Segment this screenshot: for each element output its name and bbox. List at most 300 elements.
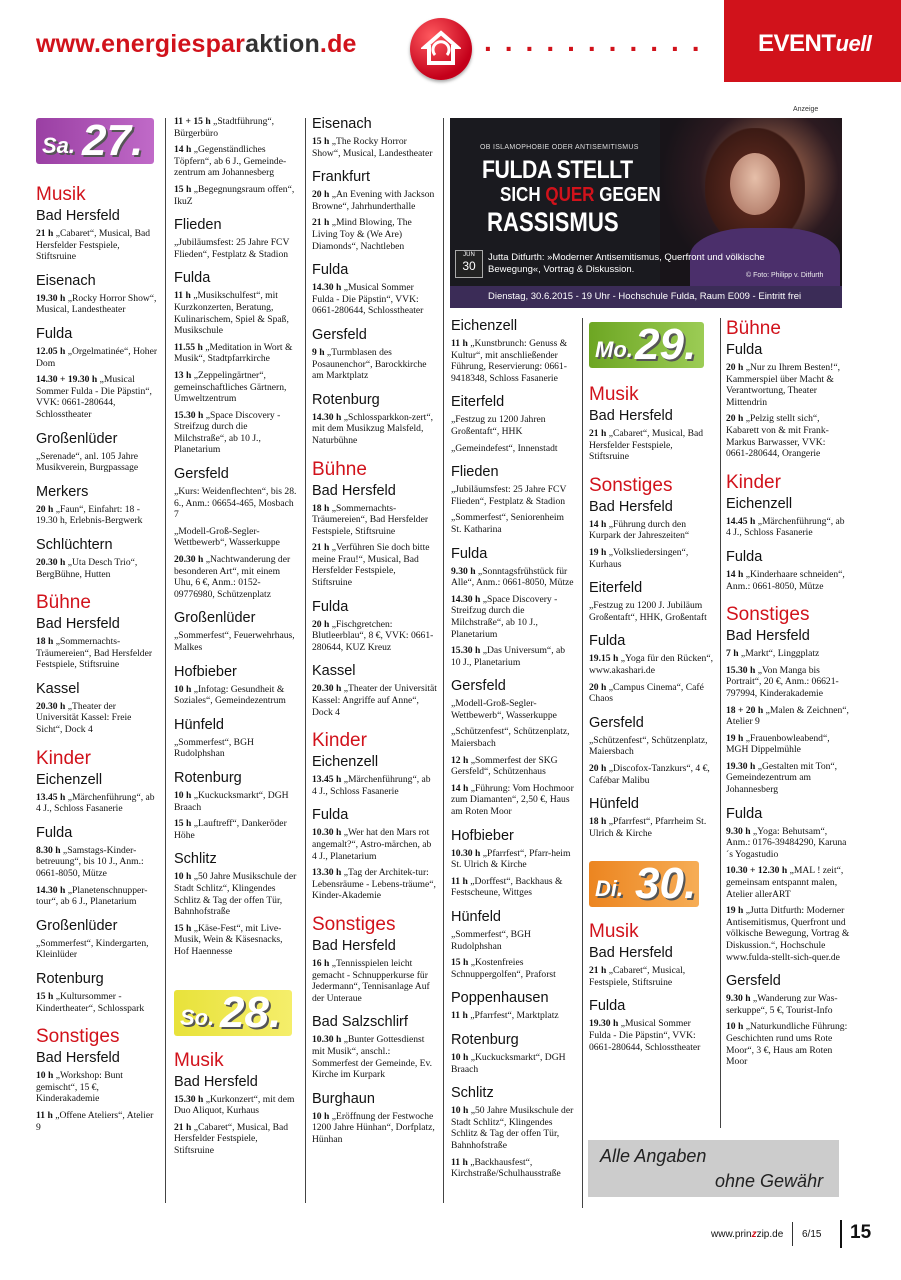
event-entry	[36, 504, 158, 527]
city-heading: Eichenzell	[451, 318, 518, 334]
city-heading: Hünfeld	[451, 909, 501, 925]
event-time: 20 h	[589, 762, 607, 774]
event-time: 10 h	[451, 1051, 469, 1063]
event-text: „Märchenführung“, ab 4 J., Schloss Fasanerie	[36, 791, 155, 815]
event-entry	[312, 503, 437, 538]
city-heading: Bad Hersfeld	[174, 1073, 258, 1090]
event-time: 10.30 h	[312, 1034, 342, 1046]
event-time: 11.55 h	[174, 341, 203, 353]
event-entry	[589, 519, 713, 542]
event-text: „Naturkundliche Führung: Geschichten rund ums Rote Moor“, 3 €, Haus am Roten Moor	[726, 1021, 848, 1068]
city-heading: Eiterfeld	[451, 394, 505, 411]
event-text: „Rocky Horror Show“, Musical, Landestheater	[36, 292, 157, 316]
event-text: „Zeppelingärtner“, gemeinschaftliches Gärtnern, Umweltzentrum	[174, 369, 287, 405]
event-time: 14 h	[589, 518, 607, 530]
event-text: „Backhausfest“, Kirchstraße/Schulhausstraße	[451, 1156, 561, 1180]
city-heading: Eisenach	[312, 116, 372, 132]
event-entry	[174, 790, 299, 813]
event-entry	[589, 763, 713, 786]
event-entry: „Sommerfest“, BGH Rudolphshan	[451, 929, 531, 952]
event-entry	[451, 645, 575, 668]
event-text: „Cabaret“, Musical, Festspiele, Stiftsruine	[589, 965, 686, 988]
event-entry	[312, 189, 437, 212]
event-text: „Yoga: Behutsam“, Anm.: 0176-39484290, Karuna´s Yogastudio	[726, 825, 847, 860]
event-text: „Märchenführung“, ab 4 J., Schloss Fasanerie	[312, 774, 431, 797]
page-number: 15	[850, 1222, 872, 1243]
event-time: 10.30 + 12.30 h	[726, 865, 788, 877]
event-text: „Wanderung zur Was-serkuppe“, 5 €, Tourist-Info	[726, 993, 838, 1016]
event-entry	[726, 665, 850, 700]
event-text: „Käse-Fest“, mit Live-Musik, Wein & Käsesnacks, Hof Haennesse	[174, 922, 283, 957]
event-entry	[451, 1052, 575, 1075]
event-text: „Turmblasen des Posaunenchor“, Barockkirche am Marktplatz	[312, 346, 427, 382]
column-6	[726, 306, 850, 1073]
city-heading: Gersfeld	[174, 466, 229, 483]
event-entry	[174, 144, 299, 179]
ad-title-line-2	[500, 184, 661, 207]
city-heading: Kassel	[312, 663, 356, 680]
city-heading: Schlitz	[451, 1085, 494, 1102]
event-entry: „Gemeindefest“, Innenstadt	[451, 442, 558, 454]
event-entry	[726, 733, 850, 756]
event-entry	[726, 865, 850, 900]
event-time: 20.30 h	[312, 683, 342, 695]
event-entry	[451, 876, 575, 899]
city-heading: Bad Hersfeld	[36, 208, 120, 224]
event-time: 13.45 h	[312, 774, 342, 786]
event-entry	[312, 412, 437, 447]
event-time: 13 h	[174, 369, 192, 381]
ad-date-box	[455, 250, 483, 278]
event-text: „Fischgretchen: Blutleerblau“, 8 €, VVK: 0661-280644, KUZ Kreuz	[312, 618, 434, 653]
event-time: 19 h	[726, 905, 744, 917]
event-time: 21 h	[174, 1121, 192, 1133]
event-entry: „Kurs: Weidenflechten“, bis 28. 6., Anm.: 06654-465, Mosbach 7	[174, 486, 297, 521]
event-entry	[726, 569, 850, 592]
event-time: 16 h	[312, 957, 330, 969]
ad-description: Jutta Ditfurth: »Moderner Antisemitismus, Querfront und völkische Bewegung«, Vortrag & Diskussion.	[488, 252, 765, 275]
city-heading: Großenlüder	[174, 610, 256, 627]
event-entry	[726, 826, 850, 861]
event-entry	[174, 684, 299, 707]
event-entry	[312, 347, 437, 382]
event-time: 20 h	[726, 362, 744, 373]
event-time: 14.30 + 19.30 h	[36, 374, 98, 386]
event-time: 14 h	[174, 144, 192, 156]
event-entry	[174, 818, 299, 841]
city-heading: Großenlüder	[36, 917, 118, 934]
column-1	[36, 108, 158, 1138]
event-entry: „Festzug zu 1200 J. Jubiläum Großentaft“, HHK, Großentaft	[589, 600, 707, 623]
event-entry: „Schützenfest“, Schützenplatz, Maiersbach	[451, 726, 570, 750]
city-heading: Fulda	[312, 598, 349, 615]
city-heading: Fulda	[589, 998, 626, 1015]
event-time: 20 h	[726, 413, 744, 425]
event-entry	[451, 848, 575, 871]
day-badge-sunday	[174, 987, 292, 1037]
event-time: 19 h	[589, 546, 607, 558]
event-entry	[174, 871, 299, 917]
event-time: 10 h	[174, 871, 192, 883]
event-time: 10 h	[174, 789, 192, 801]
event-text: „Verführen Sie doch bitte meine Frau!“, Musical, Bad Hersfelder Festspiele, Stiftsruine	[312, 542, 430, 589]
event-entry	[36, 346, 158, 369]
event-entry	[36, 701, 158, 736]
event-text: „Musical Sommer Fulda - Die Päpstin“, VVK: 0661-280644, Schlosstheater	[589, 1018, 701, 1053]
event-entry	[726, 1021, 850, 1067]
event-entry: „Sommerfest“, Kindergarten, Kleinlüder	[36, 937, 149, 961]
page-header	[0, 0, 901, 82]
event-entry	[312, 774, 437, 797]
city-heading: Bad Hersfeld	[589, 408, 673, 424]
event-entry	[312, 958, 437, 1004]
event-time: 18 + 20 h	[726, 704, 764, 716]
event-time: 9 h	[312, 346, 325, 358]
event-entry	[312, 867, 437, 902]
column-2	[174, 108, 299, 1161]
event-text: „Space Discovery - Streifzug durch die Milchstraße“, ab 10 J., Planetarium	[451, 593, 558, 640]
ad-title-line-3: RASSISMUS	[487, 207, 619, 237]
disclaimer-line-2: ohne Gewähr	[715, 1171, 824, 1191]
event-text: „Wer hat den Mars rot angemalt?“, Astro-märchen, ab 4 J., Planetarium	[312, 827, 432, 862]
event-entry	[451, 783, 575, 818]
event-time: 21 h	[589, 965, 607, 977]
column-divider	[720, 318, 721, 1128]
city-heading: Bad Hersfeld	[589, 945, 673, 962]
event-entry	[36, 636, 158, 671]
event-text: „Space Discovery - Streifzug durch die Milchstraße“, ab 10 J., Planetarium	[174, 409, 281, 456]
event-time: 11 + 15 h	[174, 116, 211, 127]
city-heading: Eisenach	[36, 272, 96, 289]
ad-date-day: 30	[462, 259, 476, 273]
event-text: „Pfarrfest“, Pfarrheim St. Ulrich & Kirche	[589, 816, 707, 839]
event-entry	[36, 557, 158, 580]
event-text: „Infotag: Gesundheit & Soziales“, Gemeindezentrum	[174, 683, 286, 707]
event-text: „Uta Desch Trio“, BergBühne, Hutten	[36, 556, 138, 580]
event-text: „Offene Ateliers“, Atelier 9	[36, 1109, 154, 1133]
event-text: „Nur zu Ihrem Besten!“, Kammerspiel über Macht & Verantwortung, Theater Mittendrin	[726, 362, 841, 408]
column-divider	[165, 118, 166, 1203]
event-entry	[312, 683, 437, 718]
ad-info-text: Dienstag, 30.6.2015 - 19 Uhr - Hochschule Fulda, Raum E009 - Eintritt frei	[488, 291, 802, 302]
day-badge-number: 27.	[82, 116, 144, 165]
ad-title-highlight: QUER	[545, 184, 595, 206]
event-time: 21 h	[589, 428, 607, 439]
event-entry	[451, 755, 575, 778]
event-text: „Gegenständliches Töpfern“, ab 6 J., Gemeinde-zentrum am Johannesberg	[174, 144, 287, 179]
event-entry	[726, 705, 850, 728]
event-entry	[174, 923, 299, 958]
event-entry	[589, 816, 713, 839]
ad-title-part: SICH	[500, 184, 546, 206]
footer-url-part: zip.de	[756, 1229, 784, 1240]
event-entry	[312, 542, 437, 588]
event-entry	[312, 827, 437, 862]
event-entry: „Jubiläumsfest: 25 Jahre FCV Flieden“, Festplatz & Stadion	[451, 484, 567, 507]
city-heading: Gersfeld	[451, 678, 506, 695]
city-heading: Bad Hersfeld	[36, 616, 120, 633]
event-entry: „Modell-Groß-Segler-Wettbewerb“, Wasserkuppe	[451, 698, 557, 721]
city-heading: Bad Hersfeld	[36, 1050, 120, 1067]
event-entry	[451, 957, 575, 980]
footer-url[interactable]	[711, 1229, 783, 1240]
event-entry	[174, 370, 299, 405]
header-dots: ...........	[484, 26, 713, 57]
ad-photo-credit: © Foto: Philipp v. Ditfurth	[746, 272, 824, 279]
event-entry	[312, 136, 437, 159]
event-text: „Musical Sommer Fulda - Die Päpstin“, VVK: 0661-280644, Schlosstheater	[312, 282, 424, 317]
event-time: 12 h	[451, 754, 469, 766]
day-badge-name: Mo.	[595, 337, 633, 362]
event-text: „Musikschulfest“, mit Kurzkonzerten, Beratung, Kulinarischem, Spiel & Spaß, Musikschule	[174, 290, 289, 337]
day-badge-name: So.	[180, 1004, 215, 1030]
event-text: „50 Jahre Musikschule der Stadt Schlitz“, Klingendes Schlitz & Tag der offen Tür, Bahnhofstraße	[174, 871, 297, 918]
event-text: „Jutta Ditfurth: Moderner Antisemitismus, Querfront und völkische Bewegung, Vortrag & Diskussion.“, Hochschule www.fulda-stellt-sich-quer.de	[726, 905, 850, 963]
event-text: „Sommernachts-Träumereien“, Bad Hersfelder Festspiele, Stiftsruine	[36, 636, 153, 671]
city-heading: Rotenburg	[174, 769, 242, 786]
event-text: „Führung durch den Kurpark der Jahreszeiten“	[589, 518, 690, 542]
event-entry	[312, 619, 437, 654]
event-section-tag	[724, 0, 901, 82]
event-time: 20.30 h	[36, 556, 66, 568]
disclaimer-box	[588, 1140, 839, 1197]
ad-photo-face	[730, 153, 780, 215]
city-heading: Merkers	[36, 483, 89, 500]
event-entry	[174, 184, 299, 207]
event-time: 14.30 h	[312, 282, 342, 294]
ad-title-line-1: FULDA STELLT	[482, 156, 633, 184]
city-heading: Schlüchtern	[36, 536, 113, 553]
event-time: 20.30 h	[174, 554, 204, 566]
event-entry	[174, 554, 299, 600]
event-text: „Stadtführung“, Bürgerbüro	[174, 116, 275, 139]
event-text: „Märchenführung“, ab 4 J., Schloss Fasanerie	[726, 515, 845, 539]
event-time: 13.30 h	[312, 867, 342, 879]
event-time: 9.30 h	[726, 993, 751, 1005]
footer-divider	[792, 1222, 793, 1246]
event-text: „Kuckucksmarkt“, DGH Braach	[174, 789, 289, 813]
event-text: „Faun“, Einfahrt: 18 - 19.30 h, Erlebnis-Bergwerk	[36, 503, 143, 527]
event-text: „Nachtwanderung der besonderen Art“, mit einem Uhu, 6 €, Anm.: 0152-09776980, Schützenplatz	[174, 554, 291, 600]
event-text: „Kuckucksmarkt“, DGH Braach	[451, 1051, 566, 1075]
event-time: 21 h	[312, 542, 330, 554]
event-tag-italic: uell	[835, 31, 872, 56]
event-text: „Pfarrfest“, Marktplatz	[467, 1010, 559, 1022]
event-entry	[312, 217, 437, 252]
event-text: „Bunter Gottesdienst mit Musik“, anschl.: Sommerfest der Gemeinde, Ev. Kirche im Kurpark	[312, 1034, 433, 1081]
city-heading: Bad Hersfeld	[312, 937, 396, 954]
column-divider	[443, 118, 444, 1203]
event-entry	[36, 845, 158, 880]
day-badge-number: 30.	[635, 859, 697, 909]
event-time: 20 h	[589, 681, 607, 693]
day-badge-number: 29.	[635, 320, 697, 369]
city-heading: Fulda	[726, 342, 763, 358]
event-text: „Orgelmatinée“, Hoher Dom	[36, 345, 158, 369]
event-time: 18 h	[589, 816, 607, 828]
event-time: 20 h	[312, 189, 330, 201]
site-url-dark: aktion	[245, 30, 320, 58]
event-entry	[36, 792, 158, 815]
city-heading: Hünfeld	[589, 796, 639, 813]
event-time: 19.15 h	[589, 653, 619, 665]
category-heading: Musik	[589, 921, 639, 943]
disclaimer-line-1: Alle Angaben	[600, 1146, 707, 1166]
event-time: 19.30 h	[36, 292, 66, 304]
event-time: 9.30 h	[726, 825, 751, 837]
event-time: 15 h	[451, 957, 469, 969]
event-time: 15.30 h	[174, 1093, 204, 1105]
event-entry	[36, 991, 158, 1014]
event-entry	[174, 1122, 299, 1157]
event-time: 8.30 h	[36, 844, 61, 856]
category-heading: Musik	[36, 184, 86, 205]
site-url-red: energiespar	[101, 30, 246, 58]
event-time: 10 h	[451, 1105, 469, 1117]
event-time: 15 h	[36, 991, 54, 1002]
category-heading: Sonstiges	[36, 1026, 120, 1048]
event-time: 11 h	[36, 1109, 53, 1121]
city-heading: Fulda	[36, 824, 73, 841]
category-heading: Musik	[174, 1049, 224, 1071]
event-time: 11 h	[451, 1010, 468, 1022]
column-5	[589, 318, 713, 1058]
city-heading: Fulda	[36, 325, 73, 342]
event-time: 7 h	[726, 648, 739, 660]
event-entry	[589, 682, 713, 705]
event-text: „The Rocky Horror Show“, Musical, Landestheater	[312, 136, 433, 159]
city-heading: Flieden	[174, 217, 222, 234]
event-text: „Campus Cinema“, Café Chaos	[589, 681, 704, 705]
event-text: „Von Manga bis Portrait“, 20 €, Anm.: 06621-797994, Kinderakademie	[726, 664, 839, 699]
event-entry: „Festzug zu 1200 Jahren Großentaft“, HHK	[451, 414, 546, 437]
city-heading: Großenlüder	[36, 430, 118, 447]
city-heading: Bad Hersfeld	[589, 498, 673, 515]
event-text: „Mind Blowing, The Living Toy & (We Are) Diamonds“, Nachtleben	[312, 217, 412, 252]
category-heading: Bühne	[726, 318, 781, 339]
event-text: „Kinderhaare schneiden“, Anm.: 0661-8050, Mütze	[726, 568, 845, 592]
event-text: „Yoga für den Rücken“, www.akashari.de	[589, 653, 714, 676]
event-text: „Pfarrfest“, Pfarr-heim St. Ulrich & Kirche	[451, 847, 571, 871]
event-time: 10.30 h	[312, 827, 342, 839]
event-entry: „Jubiläumsfest: 25 Jahre FCV Flieden“, Festplatz & Stadion	[174, 237, 290, 260]
event-text: „Tag der Architek-tur: Lebensräume - Lebens-träume“, Kinder-Akademie	[312, 867, 436, 902]
event-entry	[174, 342, 299, 365]
event-entry	[36, 374, 158, 420]
city-heading: Bad Salzschlirf	[312, 1014, 408, 1031]
event-text: „50 Jahre Musikschule der Stadt Schlitz“, Klingendes Schlitz & Tag der offen Tür, Bahnhofstraße	[451, 1105, 574, 1151]
event-time: 15 h	[174, 183, 192, 195]
ad-date-month: JUN	[463, 252, 475, 258]
city-heading: Burghaun	[312, 1090, 375, 1107]
city-heading: Fulda	[451, 545, 488, 562]
event-entry	[726, 413, 850, 459]
city-heading: Kassel	[36, 680, 80, 697]
event-entry: „Modell-Groß-Segler-Wettbewerb“, Wasserkuppe	[174, 525, 280, 549]
city-heading: Hofbieber	[174, 663, 237, 680]
event-text: „Cabaret“, Musical, Bad Hersfelder Festspiele, Stiftsruine	[174, 1121, 289, 1156]
city-heading: Hünfeld	[174, 716, 224, 733]
event-time: 11 h	[451, 875, 468, 887]
day-badge-monday	[589, 322, 704, 368]
city-heading: Hofbieber	[451, 827, 514, 844]
issue-number: 6/15	[802, 1229, 822, 1240]
event-text: „Theater der Universität Kassel: Freie Sicht“, Dock 4	[36, 700, 132, 736]
event-time: 21 h	[312, 217, 330, 229]
city-heading: Schlitz	[174, 851, 217, 868]
advertisement-banner[interactable]	[450, 118, 842, 308]
event-entry: „Serenade“, anl. 105 Jahre Musikverein, Burgpassage	[36, 450, 139, 474]
event-text: „Cabaret“, Musical, Bad Hersfelder Festspiele, Stiftsruine	[36, 228, 151, 263]
day-badge-saturday	[36, 118, 154, 164]
energy-house-logo-icon	[410, 18, 472, 80]
event-text: „Cabaret“, Musical, Bad Hersfelder Festspiele, Stiftsruine	[589, 428, 704, 463]
city-heading: Fulda	[726, 548, 763, 565]
event-text: „Pelzig stellt sich“, Kabarett von & mit Frank-Markus Barwasser, VVK: 0661-280644, Orangerie	[726, 413, 829, 460]
event-time: 20 h	[36, 503, 54, 515]
event-time: 19.30 h	[726, 760, 756, 772]
category-heading: Kinder	[726, 471, 781, 493]
event-time: 15 h	[312, 136, 330, 147]
event-text: „Markt“, Linggplatz	[738, 648, 820, 660]
event-text: „Tennisspielen leicht gemacht - Schnupperkurse für Jedermann“, Tennisanlage Auf der Unteraue	[312, 957, 430, 1004]
event-entry: „Schützenfest“, Schützenplatz, Maiersbach	[589, 734, 708, 758]
event-time: 19 h	[726, 732, 744, 744]
city-heading: Eichenzell	[36, 771, 103, 788]
day-badge-name: Di.	[595, 876, 624, 902]
city-heading: Gersfeld	[726, 973, 781, 990]
event-entry	[451, 1010, 575, 1022]
category-heading: Kinder	[36, 747, 91, 769]
city-heading: Eichenzell	[726, 495, 793, 512]
event-time: 15.30 h	[726, 664, 756, 676]
event-text: „Kostenfreies Schnuppergolfen“, Praforst	[451, 957, 556, 980]
event-text: „Volksliedersingen“, Kurhaus	[589, 546, 689, 570]
category-heading: Kinder	[312, 730, 367, 752]
event-time: 10 h	[174, 683, 192, 695]
event-time: 10 h	[312, 1110, 330, 1122]
event-entry	[726, 905, 850, 963]
event-time: 19.30 h	[589, 1018, 619, 1030]
city-heading: Bad Hersfeld	[312, 482, 396, 499]
event-time: 10 h	[36, 1070, 54, 1082]
footer-url-accent: z	[751, 1229, 757, 1240]
event-entry: „Sommerfest“, Seniorenheim St. Katharina	[451, 512, 564, 535]
event-time: 9.30 h	[451, 565, 476, 577]
event-time: 14 h	[726, 568, 744, 580]
city-heading: Fulda	[726, 805, 763, 822]
event-text: „Schlossparkkon-zert“, mit dem Musikzug Malsfeld, Naturbühne	[312, 411, 433, 446]
event-text: „Sommernachts-Träumereien“, Bad Hersfelder Festspiele, Stiftsruine	[312, 502, 429, 537]
city-heading: Fulda	[312, 262, 349, 279]
column-divider	[305, 118, 306, 1203]
site-url[interactable]	[36, 30, 357, 59]
event-text: „Dorffest“, Backhaus & Festscheune, Wittges	[451, 875, 563, 899]
event-entry: „Sommerfest“, BGH Rudolphshan	[174, 736, 254, 760]
event-text: „Gestalten mit Ton“, Gemeindezentrum am Johannesberg	[726, 760, 838, 796]
city-heading: Rotenburg	[451, 1031, 519, 1048]
city-heading: Fulda	[174, 270, 211, 287]
event-entry	[589, 1018, 713, 1053]
event-time: 18 h	[312, 502, 330, 514]
category-heading: Sonstiges	[589, 474, 673, 496]
event-time: 20 h	[312, 618, 330, 630]
event-time: 11 h	[451, 1156, 468, 1168]
event-entry	[726, 362, 850, 408]
event-text: „Kunstbrunch: Genuss & Kultur“, mit anschließender Führung, Reservierung: 0661-9418348, Schloss Fasanerie	[451, 338, 568, 384]
city-heading: Eichenzell	[312, 754, 379, 771]
ad-label: Anzeige	[793, 106, 819, 113]
